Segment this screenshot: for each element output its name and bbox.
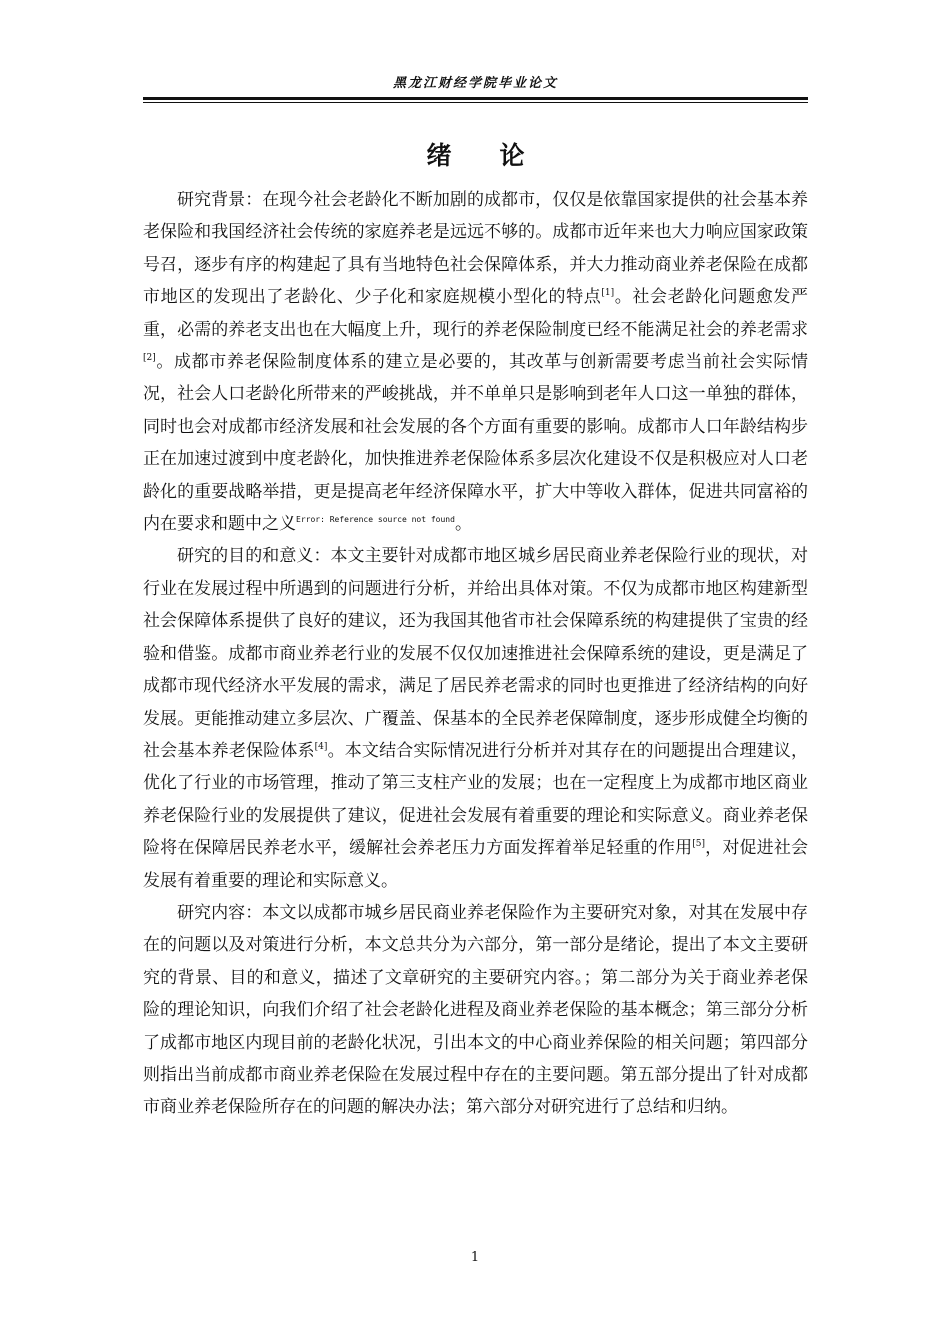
paragraph-text: 。本文结合实际情况进行分析并对其存在的问题提出合理建议，优化了行业的市场管理，推动了第三支柱产业的发展；也在一定程度上为成都市地区商业养老保险行业的发展提供了建议，促进社会发展有着重要的理论和实际意义。商业养老保险将在保障居民养老水平，缓解社会养老压力方面发挥着举足轻重的作用 bbox=[143, 740, 809, 859]
header-rule-thin bbox=[143, 102, 808, 103]
citation-ref: [4] bbox=[314, 741, 328, 752]
paragraph-text: ，对促进社会发展有着重要的理论和实际意义。 bbox=[143, 838, 809, 891]
paragraph-text: 。 bbox=[454, 514, 472, 535]
citation-ref: [5] bbox=[692, 839, 706, 850]
paragraph-text: 。成都市养老保险制度体系的建立是必要的，其改革与创新需要考虑当前社会实际情况，社会人口老龄化所带来的严峻挑战，并不单单只是影响到老年人口这一单独的群体，同时也会对成都市经济发展和社会发展的各个方面有重要的影响。成都市人口年龄结构步正在加速过渡到中度老龄化，加快推进养老保险体系多层次化建设不仅是积极应对人口老龄化的重要战略举措，更是提高老年经济保障水平，扩大中等收入群体，促进共同富裕的内在要求和题中之义 bbox=[143, 352, 808, 535]
running-header bbox=[143, 70, 808, 106]
chapter-title: 绪论 bbox=[426, 141, 573, 170]
citation-ref: [2] bbox=[143, 353, 156, 364]
reference-error-note: Error: Reference source not found bbox=[296, 515, 455, 525]
paragraph-text: 研究背景：在现今社会老龄化不断加剧的成都市，仅仅是依靠国家提供的社会基本养老保险和我国经济社会传统的家庭养老是远远不够的。成都市近年来也大力响应国家政策号召，逐步有序的构建起了具有当地特色社会保障体系，并大力推动商业养老保险在成都市地区的发现出了老龄化、少子化和家庭规模小型化的特点 bbox=[143, 190, 808, 308]
paragraph-text: 研究的目的和意义：本文主要针对成都市地区城乡居民商业养老保险行业的现状，对行业在发展过程中所遇到的问题进行分析，并给出具体对策。不仅为成都市地区构建新型社会保障体系提供了良好的建议，还为我国其他省市社会保障系统的构建提供了宝贵的经验和借鉴。成都市商业养老行业的发展不仅仅加速推进社会保障系统的建设，更是满足了成都市现代经济水平发展的需求，满足了居民养老需求的同时也更推进了经济结构的向好发展。更能推动建立多层次、广覆盖、保基本的全民养老保障制度，逐步形成健全均衡的社会基本养老保险体系 bbox=[143, 546, 808, 761]
running-header-title: 黑龙江财经学院毕业论文 bbox=[392, 76, 558, 91]
document-body bbox=[143, 184, 808, 1124]
paragraph-background bbox=[143, 184, 808, 540]
paragraph-purpose bbox=[143, 540, 808, 896]
paragraph-text: 。社会老龄化问题愈发严重，必需的养老支出也在大幅度上升，现行的养老保险制度已经不能满足社会的养老需求 bbox=[143, 287, 809, 340]
header-rule-thick bbox=[143, 97, 808, 100]
paragraph-content bbox=[143, 897, 808, 1124]
paragraph-text: 研究内容：本文以成都市城乡居民商业养老保险作为主要研究对象，对其在发展中存在的问题以及对策进行分析，本文总共分为六部分，第一部分是绪论，提出了本文主要研究的背景、目的和意义，描述了文章研究的主要研究内容。；第二部分为关于商业养老保险的理论知识，向我们介绍了社会老龄化进程及商业养老保险的基本概念；第三部分分析了成都市地区内现目前的老龄化状况，引出本文的中心商业养保险的相关问题；第四部分则指出当前成都市商业养老保险在发展过程中存在的主要问题。第五部分提出了针对成都市商业养老保险所存在的问题的解决办法；第六部分对研究进行了总结和归纳。 bbox=[143, 902, 808, 1118]
citation-ref: [1] bbox=[601, 288, 615, 299]
page-number: 1 bbox=[470, 1250, 480, 1265]
